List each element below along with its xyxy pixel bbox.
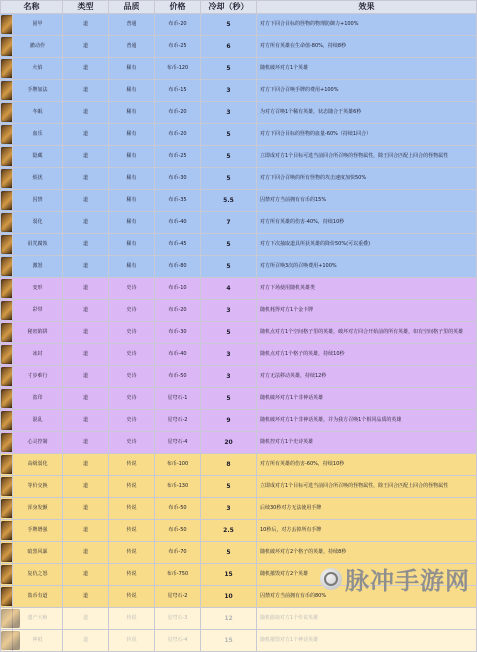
item-thumbnail-cell <box>1 498 13 520</box>
header-price: 价格 <box>155 1 201 14</box>
item-cooldown: 5 <box>201 168 257 190</box>
item-thumbnail-cell <box>1 388 13 410</box>
item-price: 星穹石-4 <box>155 432 201 454</box>
item-name: 手牌加法 <box>13 80 63 102</box>
item-price: 布币-45 <box>155 234 201 256</box>
item-name: 隐藏 <box>13 146 63 168</box>
item-type: 道 <box>63 212 109 234</box>
item-name: 血乐 <box>13 124 63 146</box>
table-row <box>1 608 477 630</box>
item-effect: 对方下回合目标的怪物的血量-60%（持续1回合） <box>257 124 477 146</box>
item-type: 道 <box>63 520 109 542</box>
table-row <box>1 278 477 300</box>
item-thumbnail-cell <box>1 102 13 124</box>
table-body <box>1 14 477 652</box>
item-price: 布币-50 <box>155 498 201 520</box>
item-type: 道 <box>63 58 109 80</box>
item-thumbnail-cell <box>1 278 13 300</box>
item-effect: 囚禁对方当前拥有有币的80% <box>257 586 477 608</box>
item-thumbnail-cell <box>1 80 13 102</box>
header-quality: 品质 <box>109 1 155 14</box>
item-thumbnail-icon <box>1 631 20 650</box>
item-thumbnail-cell <box>1 476 13 498</box>
item-cooldown: 5 <box>201 58 257 80</box>
table-row <box>1 80 477 102</box>
pulse-logo-icon <box>320 568 342 590</box>
item-name: 彩带 <box>13 300 63 322</box>
item-thumbnail-cell <box>1 58 13 80</box>
item-cooldown: 3 <box>201 102 257 124</box>
item-cooldown: 5 <box>201 146 257 168</box>
item-name: 囚禁 <box>13 190 63 212</box>
item-quality: 传说 <box>109 608 155 630</box>
item-price: 布币-10 <box>155 278 201 300</box>
item-effect: 对方无法移动英雄，持续12秒 <box>257 366 477 388</box>
item-cooldown: 3 <box>201 344 257 366</box>
table-row <box>1 168 477 190</box>
item-effect: 立即成对方1个目标可选当前回合所召唤的怪物属性，除王回合匹配上回合的怪物属性 <box>257 146 477 168</box>
item-thumbnail-cell <box>1 322 13 344</box>
item-effect: 随机耗得对方1个金卡牌 <box>257 300 477 322</box>
item-effect: 对方下次抽取道具所获英雄的降价50%(可以重叠) <box>257 234 477 256</box>
table-row <box>1 498 477 520</box>
item-name: 冬眠 <box>13 102 63 124</box>
item-thumbnail-cell <box>1 608 13 630</box>
item-cooldown: 12 <box>201 608 257 630</box>
item-type: 道 <box>63 14 109 36</box>
item-name: 等价交换 <box>13 476 63 498</box>
item-effect: 随机控对方1个史诗英雄 <box>257 432 477 454</box>
item-type: 道 <box>63 278 109 300</box>
item-name: 盗币有道 <box>13 586 63 608</box>
item-type: 道 <box>63 190 109 212</box>
item-type: 道 <box>63 80 109 102</box>
item-cooldown: 4 <box>201 278 257 300</box>
item-quality: 传说 <box>109 476 155 498</box>
item-type: 道 <box>63 432 109 454</box>
watermark <box>320 561 470 596</box>
item-cooldown: 5 <box>201 322 257 344</box>
item-type: 道 <box>63 146 109 168</box>
item-thumbnail-cell <box>1 256 13 278</box>
item-name: 冰封 <box>13 344 63 366</box>
item-name: 烦扰 <box>13 168 63 190</box>
item-price: 布币-750 <box>155 564 201 586</box>
item-quality: 传说 <box>109 454 155 476</box>
item-price: 布币-20 <box>155 102 201 124</box>
item-effect: 对方下场使用随机英雄类 <box>257 278 477 300</box>
item-effect: 随机破坏对方1个非神话英雄 <box>257 388 477 410</box>
item-type: 道 <box>63 476 109 498</box>
item-effect: 对方下回合召唤手牌的费用+100% <box>257 80 477 102</box>
item-type: 道 <box>63 256 109 278</box>
item-thumbnail-cell <box>1 586 13 608</box>
item-price: 布币-25 <box>155 36 201 58</box>
item-effect: 对方下回合召唤的所有怪物的攻击速度加快50% <box>257 168 477 190</box>
header-cooldown: 冷却（秒） <box>201 1 257 14</box>
item-cooldown: 3 <box>201 80 257 102</box>
item-effect: 随机点对方1个空间格子里的英雄，破坏对方回合开始前的所有英雄，如有空间格子里的英雄 <box>257 322 477 344</box>
item-thumbnail-cell <box>1 410 13 432</box>
item-type: 道 <box>63 498 109 520</box>
item-price: 布币-15 <box>155 80 201 102</box>
item-quality: 稀有 <box>109 190 155 212</box>
table-row <box>1 14 477 36</box>
item-effect: 随机偷取对方1个传说英雄 <box>257 608 477 630</box>
item-thumbnail-cell <box>1 344 13 366</box>
item-name: 遗产大师 <box>13 608 63 630</box>
item-price: 布币-20 <box>155 124 201 146</box>
item-price: 布币-20 <box>155 14 201 36</box>
item-thumbnail-cell <box>1 564 13 586</box>
item-effect: 对方所有英雄的伤害-60%，持续10秒 <box>257 454 477 476</box>
item-name: 高级弱化 <box>13 454 63 476</box>
item-name: 秘密陷阱 <box>13 322 63 344</box>
item-type: 道 <box>63 630 109 652</box>
item-quality: 史诗 <box>109 432 155 454</box>
item-effect: 后续30秒对方无法使用手牌 <box>257 498 477 520</box>
header-type: 类型 <box>63 1 109 14</box>
item-effect: 对方所有英雄的伤害-40%，持续10秒 <box>257 212 477 234</box>
item-thumbnail-cell <box>1 520 13 542</box>
item-quality: 传说 <box>109 564 155 586</box>
item-type: 道 <box>63 564 109 586</box>
item-price: 布币-130 <box>155 476 201 498</box>
item-cooldown: 2.5 <box>201 520 257 542</box>
table-row <box>1 146 477 168</box>
item-quality: 稀有 <box>109 146 155 168</box>
item-cooldown: 10 <box>201 586 257 608</box>
item-effect: 随机点对方1个格子的英雄，持续10秒 <box>257 344 477 366</box>
table-row <box>1 410 477 432</box>
item-thumbnail-cell <box>1 14 13 36</box>
table-row <box>1 102 477 124</box>
item-price: 星穹石-3 <box>155 608 201 630</box>
item-name: 混乱 <box>13 410 63 432</box>
item-name: 火焰 <box>13 58 63 80</box>
item-quality: 传说 <box>109 586 155 608</box>
item-cooldown: 5 <box>201 256 257 278</box>
item-quality: 稀有 <box>109 234 155 256</box>
item-effect: 随机破坏对方2个格子的英雄，持续8秒 <box>257 542 477 564</box>
item-quality: 史诗 <box>109 322 155 344</box>
table-row <box>1 322 477 344</box>
item-quality: 史诗 <box>109 366 155 388</box>
item-name: 激怒 <box>13 256 63 278</box>
table-row <box>1 36 477 58</box>
table-row <box>1 630 477 652</box>
table-row <box>1 476 477 498</box>
item-price: 布币-100 <box>155 454 201 476</box>
item-effect: 随机破坏对方1个非神话英雄，并为我方召唤1个相同品质的英雄 <box>257 410 477 432</box>
item-type: 道 <box>63 300 109 322</box>
item-effect: 对方所召唤3次的召唤费用+100% <box>257 256 477 278</box>
item-cooldown: 8 <box>201 454 257 476</box>
item-name: 固甲 <box>13 14 63 36</box>
item-price: 星穹石-2 <box>155 410 201 432</box>
item-quality: 史诗 <box>109 300 155 322</box>
table-row <box>1 388 477 410</box>
item-price: 布币-30 <box>155 322 201 344</box>
item-name: 手牌增强 <box>13 520 63 542</box>
item-thumbnail-cell <box>1 432 13 454</box>
item-type: 道 <box>63 234 109 256</box>
item-cooldown: 5 <box>201 542 257 564</box>
item-name: 浑身发颤 <box>13 498 63 520</box>
table-row <box>1 58 477 80</box>
item-quality: 稀有 <box>109 168 155 190</box>
item-thumbnail-cell <box>1 146 13 168</box>
item-thumbnail-cell <box>1 124 13 146</box>
item-quality: 传说 <box>109 520 155 542</box>
item-price: 布币-50 <box>155 366 201 388</box>
item-type: 道 <box>63 586 109 608</box>
table-row <box>1 454 477 476</box>
header-effect: 效果 <box>257 1 477 14</box>
item-type: 道 <box>63 542 109 564</box>
item-thumbnail-cell <box>1 300 13 322</box>
item-cooldown: 5 <box>201 14 257 36</box>
item-cooldown: 3 <box>201 366 257 388</box>
item-thumbnail-cell <box>1 168 13 190</box>
table-header-row <box>1 1 477 14</box>
item-type: 道 <box>63 322 109 344</box>
item-price: 布币-50 <box>155 520 201 542</box>
item-quality: 普通 <box>109 36 155 58</box>
item-quality: 稀有 <box>109 212 155 234</box>
item-name: 复仇之怒 <box>13 564 63 586</box>
item-price: 布币-120 <box>155 58 201 80</box>
table-row <box>1 366 477 388</box>
item-thumbnail-cell <box>1 630 13 652</box>
item-price: 布币-35 <box>155 190 201 212</box>
item-cooldown: 6 <box>201 36 257 58</box>
item-cooldown: 9 <box>201 410 257 432</box>
item-quality: 传说 <box>109 630 155 652</box>
item-cooldown: 20 <box>201 432 257 454</box>
item-type: 道 <box>63 388 109 410</box>
item-thumbnail-cell <box>1 234 13 256</box>
item-effect: 随机摧毁对方2个英雄 <box>257 564 477 586</box>
item-quality: 史诗 <box>109 388 155 410</box>
item-quality: 普通 <box>109 14 155 36</box>
item-quality: 稀有 <box>109 124 155 146</box>
item-effect: 10秒后，对方丢掉所有手牌 <box>257 520 477 542</box>
item-quality: 史诗 <box>109 344 155 366</box>
item-type: 道 <box>63 608 109 630</box>
watermark-text: 脉冲手游网 <box>345 567 470 595</box>
item-effect: 随机摧毁对方1个神话英雄 <box>257 630 477 652</box>
item-thumbnail-cell <box>1 366 13 388</box>
item-quality: 稀有 <box>109 80 155 102</box>
item-type: 道 <box>63 454 109 476</box>
item-price: 布币-40 <box>155 344 201 366</box>
item-type: 道 <box>63 410 109 432</box>
table-row <box>1 520 477 542</box>
item-price: 布币-80 <box>155 256 201 278</box>
item-thumbnail-cell <box>1 454 13 476</box>
item-quality: 稀有 <box>109 102 155 124</box>
item-price: 布币-30 <box>155 168 201 190</box>
item-name: 撤动作 <box>13 36 63 58</box>
table-row <box>1 344 477 366</box>
item-price: 布币-40 <box>155 212 201 234</box>
item-price: 布币-70 <box>155 542 201 564</box>
item-name: 诅咒腐蚀 <box>13 234 63 256</box>
item-name: 变形 <box>13 278 63 300</box>
item-price: 星穹石-2 <box>155 586 201 608</box>
item-quality: 史诗 <box>109 278 155 300</box>
item-thumbnail-cell <box>1 212 13 234</box>
item-quality: 稀有 <box>109 256 155 278</box>
item-cooldown: 7 <box>201 212 257 234</box>
item-name: 寸步难行 <box>13 366 63 388</box>
item-thumbnail-icon <box>1 609 20 628</box>
item-name: 神祗 <box>13 630 63 652</box>
item-price: 布币-25 <box>155 146 201 168</box>
item-cooldown: 5.5 <box>201 190 257 212</box>
item-quality: 稀有 <box>109 58 155 80</box>
item-cooldown: 5 <box>201 388 257 410</box>
item-thumbnail-cell <box>1 190 13 212</box>
item-effect: 立即成对方1个目标可选当前回合所召唤的怪物属性，除王回合匹配上回合的怪物属性 <box>257 476 477 498</box>
item-cooldown: 15 <box>201 564 257 586</box>
item-quality: 传说 <box>109 498 155 520</box>
item-price: 星穹石-1 <box>155 388 201 410</box>
item-type: 道 <box>63 366 109 388</box>
item-effect: 对方下回合目标的怪物的物理防御力+100% <box>257 14 477 36</box>
table-row <box>1 432 477 454</box>
item-name: 盗印 <box>13 388 63 410</box>
item-effect: 随机破坏对方1个英雄 <box>257 58 477 80</box>
item-thumbnail-cell <box>1 542 13 564</box>
item-name: 暗黑风暴 <box>13 542 63 564</box>
table-row <box>1 234 477 256</box>
table-row <box>1 300 477 322</box>
item-quality: 传说 <box>109 542 155 564</box>
item-type: 道 <box>63 168 109 190</box>
item-type: 道 <box>63 102 109 124</box>
item-type: 道 <box>63 36 109 58</box>
item-price: 星穹石-4 <box>155 630 201 652</box>
item-cooldown: 5 <box>201 476 257 498</box>
table-row <box>1 212 477 234</box>
item-cooldown: 3 <box>201 498 257 520</box>
table-row <box>1 124 477 146</box>
item-effect: 为对方召唤1个稀有英雄，状态随合于英雄6秒 <box>257 102 477 124</box>
table-row <box>1 190 477 212</box>
header-name: 名称 <box>1 1 63 14</box>
item-cooldown: 5 <box>201 234 257 256</box>
table-row <box>1 256 477 278</box>
item-cooldown: 3 <box>201 300 257 322</box>
item-cooldown: 5 <box>201 124 257 146</box>
item-price: 布币-20 <box>155 300 201 322</box>
item-effect: 囚禁对方当前拥有有币的15% <box>257 190 477 212</box>
item-name: 心灵控制 <box>13 432 63 454</box>
item-name: 弱化 <box>13 212 63 234</box>
item-cooldown: 15 <box>201 630 257 652</box>
item-type: 道 <box>63 344 109 366</box>
item-thumbnail-cell <box>1 36 13 58</box>
item-type: 道 <box>63 124 109 146</box>
item-quality: 史诗 <box>109 410 155 432</box>
item-effect: 对方所有英雄在生命值-80%，持续8秒 <box>257 36 477 58</box>
